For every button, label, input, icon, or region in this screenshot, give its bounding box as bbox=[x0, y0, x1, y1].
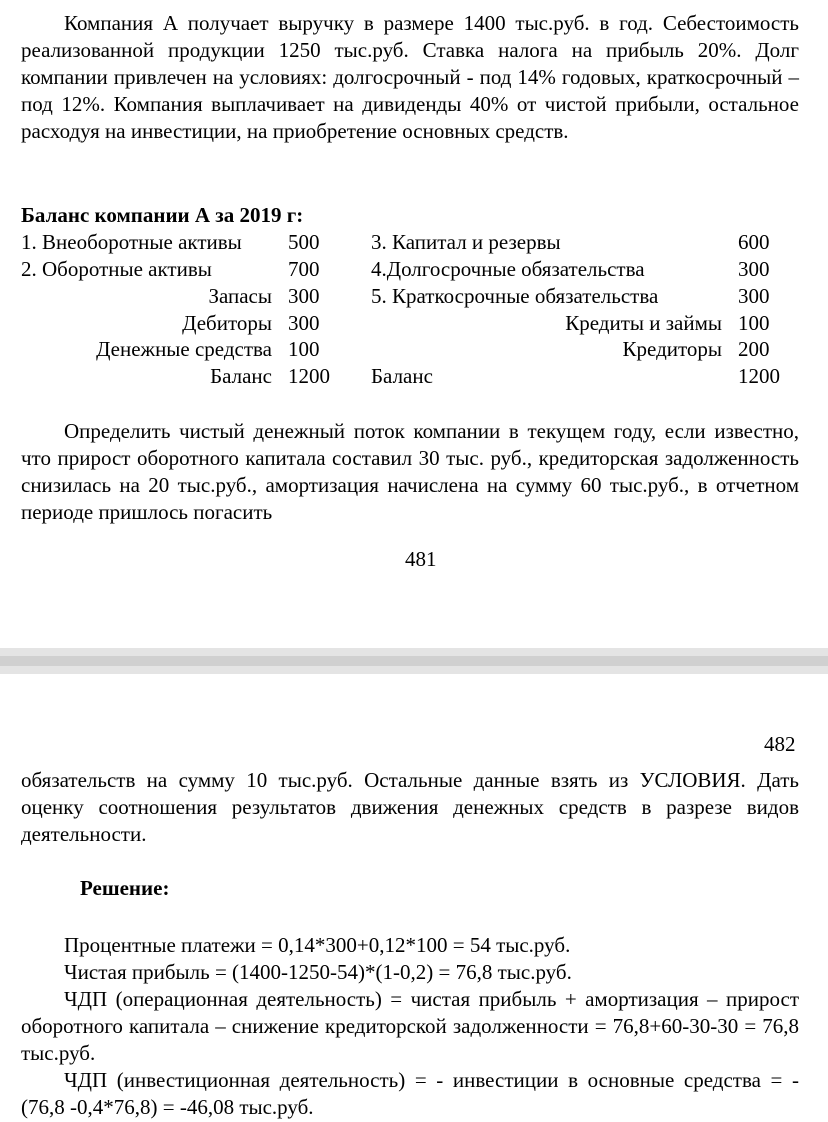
balance-left-label-5: Денежные средства bbox=[96, 337, 272, 361]
balance-right-value-3: 300 bbox=[738, 284, 770, 308]
balance-right-value-4: 100 bbox=[738, 311, 770, 335]
balance-title: Баланс компании А за 2019 г: bbox=[21, 203, 304, 227]
solution-line-operating-cf: ЧДП (операционная деятельность) = чистая прибыль + амортизация – прирост оборотного капитала – снижение кредиторской задолженности = 76,8+60-30-30 = 76,8 тыс.руб. bbox=[21, 987, 799, 1065]
page-number: 482 bbox=[764, 732, 796, 756]
balance-right-label-1: 3. Капитал и резервы bbox=[371, 230, 561, 254]
task-continuation-paragraph: обязательств на сумму 10 тыс.руб. Остальные данные взять из УСЛОВИЯ. Дать оценку соотношения результатов движения денежных средств в разрезе видов деятельности. bbox=[21, 768, 799, 846]
solution-line-interest: Процентные платежи = 0,14*300+0,12*100 = 54 тыс.руб. bbox=[64, 933, 571, 957]
balance-right-total-label: Баланс bbox=[371, 364, 433, 388]
balance-left-label-4: Дебиторы bbox=[182, 311, 272, 335]
balance-right-label-2: 4.Долгосрочные обязательства bbox=[371, 257, 645, 281]
balance-right-total-value: 1200 bbox=[738, 364, 780, 388]
document-page-482 bbox=[0, 674, 828, 1122]
solution-line-net-profit: Чистая прибыль = (1400-1250-54)*(1-0,2) = 76,8 тыс.руб. bbox=[64, 960, 572, 984]
balance-right-value-1: 600 bbox=[738, 230, 770, 254]
balance-right-value-5: 200 bbox=[738, 337, 770, 361]
page-separator-band bbox=[0, 656, 828, 666]
balance-left-value-1: 500 bbox=[288, 230, 320, 254]
problem-intro-paragraph: Компания А получает выручку в размере 1400 тыс.руб. в год. Себестоимость реализованной продукции 1250 тыс.руб. Ставка налога на прибыль 20%. Долг компании привлечен на условиях: долгосрочный - под 14% годовых, краткосрочный – под 12%. Компания выплачивает на дивиденды 40% от чистой прибыли, остальное расходуя на инвестиции, на приобретение основных средств. bbox=[21, 11, 799, 143]
balance-right-label-5: Кредиторы bbox=[622, 337, 722, 361]
balance-left-value-3: 300 bbox=[288, 284, 320, 308]
balance-left-total-label: Баланс bbox=[210, 364, 272, 388]
solution-title: Решение: bbox=[80, 876, 170, 900]
page-number: 481 bbox=[405, 547, 437, 571]
balance-right-label-3: 5. Краткосрочные обязательства bbox=[371, 284, 659, 308]
balance-left-label-2: 2. Оборотные активы bbox=[21, 257, 212, 281]
task-paragraph: Определить чистый денежный поток компании в текущем году, если известно, что прирост оборотного капитала составил 30 тыс. руб., кредиторская задолженность снизилась на 20 тыс.руб., амортизация начислена на сумму 60 тыс.руб., в отчетном периоде пришлось погасить bbox=[21, 419, 799, 524]
balance-left-label-3: Запасы bbox=[208, 284, 272, 308]
balance-left-value-2: 700 bbox=[288, 257, 320, 281]
balance-right-value-2: 300 bbox=[738, 257, 770, 281]
solution-line-investing-cf: ЧДП (инвестиционная деятельность) = - инвестиции в основные средства = - (76,8 -0,4*76,8) = -46,08 тыс.руб. bbox=[21, 1068, 799, 1119]
balance-left-value-5: 100 bbox=[288, 337, 320, 361]
balance-left-value-4: 300 bbox=[288, 311, 320, 335]
balance-left-label-1: 1. Внеоборотные активы bbox=[21, 230, 242, 254]
balance-left-total-value: 1200 bbox=[288, 364, 330, 388]
balance-right-label-4: Кредиты и займы bbox=[565, 311, 722, 335]
